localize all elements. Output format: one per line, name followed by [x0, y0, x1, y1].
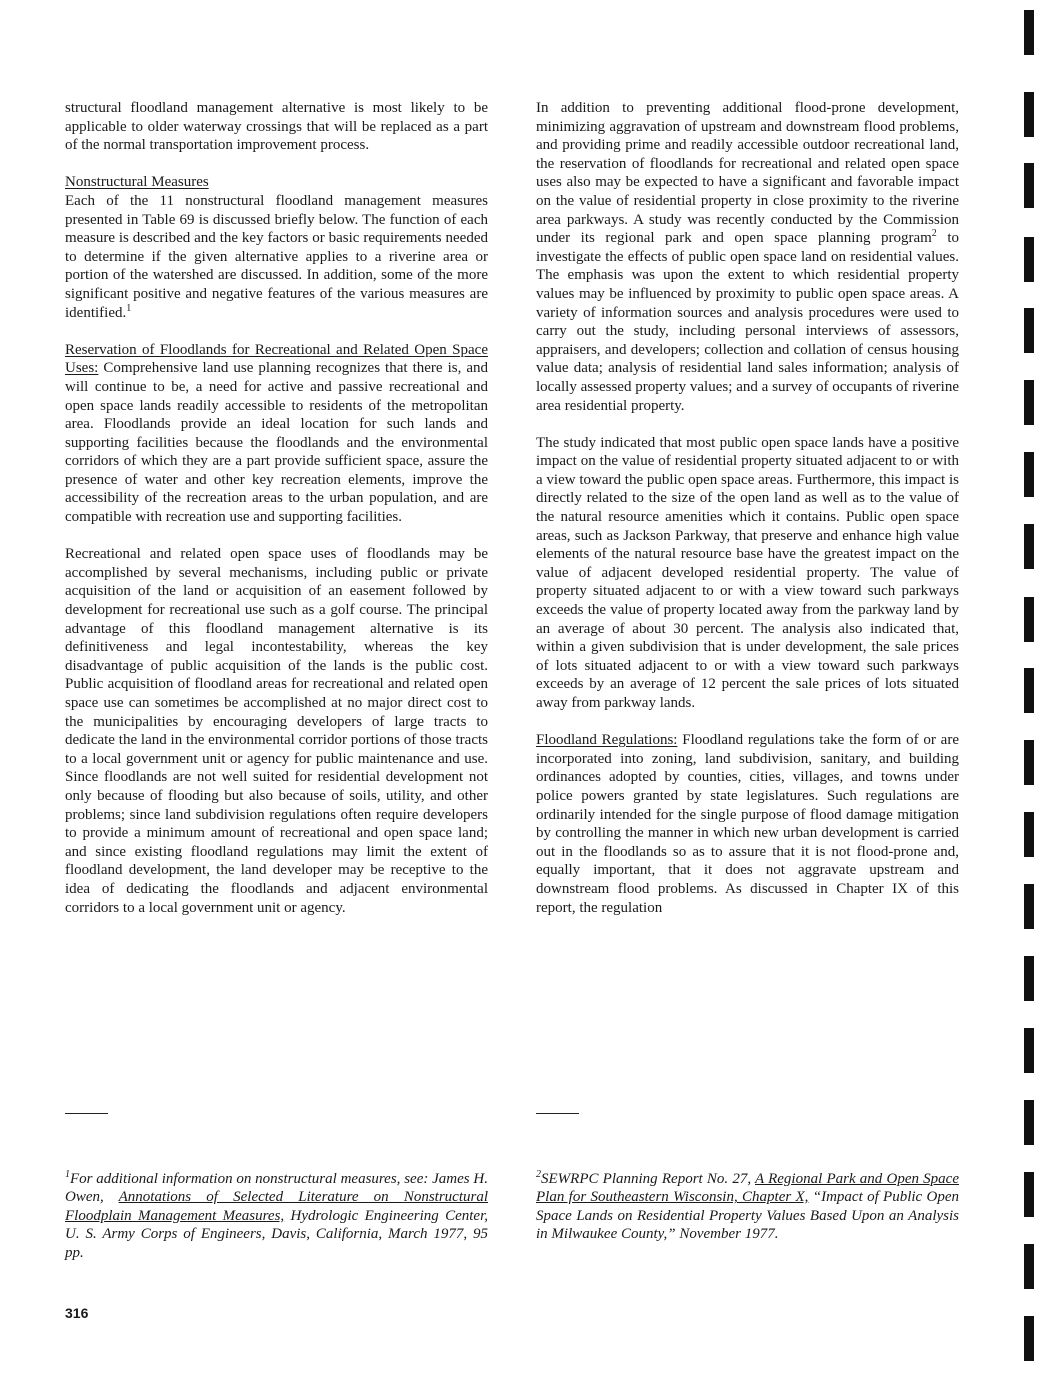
right-text-column [536, 99, 959, 936]
left-text-column [65, 99, 488, 936]
footnote-ref-2: 2 [931, 228, 937, 240]
paragraph-floodland-regulations [536, 731, 959, 917]
paragraph-study-text-a: In addition to preventing additional flood-prone development, minimizing aggravation of upstream and downstream flood problems, and providing prime and readily accessible outdoor recreational land, the reservation of floodlands for recreational and related open space uses also may be expected to have a significant and favorable impact on the value of residential property in close proximity to the riverine area parkways. A study was recently conducted by the Commission under its regional park and open space planning program [536, 100, 959, 247]
scan-edge-bar [1024, 10, 1034, 55]
scan-edge-bar [1024, 380, 1034, 425]
paragraph-regulations-text: Floodland regulations take the form of or are incorporated into zoning, land subdivision, sanitary, and building ordinances adopted by counties, cities, villages, and towns under police powers granted by state legislatures. Such regulations are ordinarily intended for the single purpose of flood damage mitigation by controlling the manner in which new urban development is carried out in the floodlands so as to assure that it is not flood-prone and, equally important, that it does not aggravate upstream and downstream flood problems. As discussed in Chapter IX of this report, the regulation [536, 732, 959, 916]
heading-reservation-floodlands: Reservation of Floodlands for Recreational and Related Open Space Uses: [65, 341, 488, 377]
scan-edge-bar [1024, 92, 1034, 137]
scan-edge-bar [1024, 237, 1034, 282]
footnote-2 [536, 1170, 959, 1244]
paragraph-study-findings: The study indicated that most public open space lands have a positive impact on the value of residential property situated adjacent to or with a view toward the public open space areas. Furthermore, this impact is directly related to the size of the open land as well as to the value of the natural resource amenities which it contains. Public open space areas, such as Jackson Parkway, that preserve and enhance high value elements of the natural resource base have the greatest impact on the value of adjacent developed residential property. The value of property situated adjacent to or with a view toward such parkways exceeds the value of property located away from the parkway land by an average of about 30 percent. The analysis also indicated that, within a given subdivision that is under development, the sale prices of lots situated adjacent to or with a view toward such parkways exceeds by an average of 12 percent the sale prices of lots situated away from parkway lands. [536, 434, 959, 711]
section-nonstructural [65, 173, 488, 192]
footnote-1-text-a: For additional information on nonstructural measures, see: James H. Owen, [65, 1171, 488, 1206]
paragraph-reservation [65, 341, 488, 527]
paragraph-structural-continuation: structural floodland management alternative is most likely to be applicable to older waterway crossings that will be replaced as a part of the normal transportation improvement process. [65, 100, 488, 154]
scan-edge-bar [1024, 524, 1034, 569]
paragraph-study-text-b: to investigate the effects of public open space land on residential values. The emphasis was upon the extent to which residential property values may be influenced by proximity to public open space areas. A variety of information sources and analysis procedures were used to carry out the study, including personal interviews of assessors, appraisers, and developers; collection and collation of census housing value data; analysis of residential land sales information; analysis of locally assessed property values; and a survey of occupants of riverine area residential property. [536, 230, 959, 414]
scan-edge-bar [1024, 812, 1034, 857]
paragraph-property-value-study [536, 99, 959, 415]
scan-edge-bar [1024, 597, 1034, 642]
scan-edge-bar [1024, 1244, 1034, 1289]
paragraph-recreational-uses: Recreational and related open space uses of floodlands may be accomplished by several mechanisms, including public or private acquisition of the land or acquisition of an easement followed by development for recreational use such as a golf course. The principal advantage of this floodland management alternative is its definitiveness and legal incontestability, whereas the key disadvantage of public acquisition of the lands is the public cost. Public acquisition of floodland areas for recreational and related open space use can sometimes be accomplished at no major direct cost to the municipalities by encouraging developers of large tracts to dedicate the land in the environmental corridor portions of those tracts to a local government unit or agency for public maintenance and use. Since floodlands are not well suited for residential development not only because of flooding but also because of soils, utility, and other problems; since land subdivision regulations often require developers to provide a minimum amount of recreational and open space land; and since existing floodland regulations may limit the extent of floodland development, the land developer may be receptive to the idea of dedicating the floodlands and adjacent environmental corridors to a local government unit or agency. [65, 546, 488, 916]
page-number: 316 [65, 1305, 89, 1321]
scan-edge-bar [1024, 956, 1034, 1001]
scan-edge-bar [1024, 884, 1034, 929]
scan-edge-bar [1024, 163, 1034, 208]
footnote-2-title: A Regional Park and Open Space Plan for Southeastern Wisconsin, Chapter X, [536, 1171, 959, 1206]
scan-edge-bar [1024, 668, 1034, 713]
scan-edge-bar [1024, 1316, 1034, 1361]
paragraph-nonstructural-intro [65, 192, 488, 322]
heading-floodland-regulations: Floodland Regulations: [536, 732, 678, 749]
paragraph-reservation-text: Comprehensive land use planning recognizes that there is, and will continue to be, a need for active and passive recreational and open space lands readily accessible to residents of the metropolitan area. Floodlands provide an ideal location for such lands and supporting facilities because the floodlands and the environmental corridors of which they are a part provide sufficient space, assure the presence of water and other key recreation elements, improve the accessibility of the recreation areas to the urban population, and are compatible with recreation use and supporting facilities. [65, 360, 489, 526]
footnote-rule-right [536, 1113, 579, 1114]
scan-edge-bar [1024, 1028, 1034, 1073]
scan-edge-bar [1024, 308, 1034, 353]
footnote-2-mark: 2 [536, 1169, 541, 1180]
footnote-ref-1: 1 [126, 302, 132, 314]
scan-edge-bar [1024, 740, 1034, 785]
footnote-2-text-b: “Impact of Public Open Space Lands on Residential Property Values Based Upon an Analysis in Milwaukee County,” November 1977. [536, 1189, 960, 1243]
footnote-2-text-a: SEWRPC Planning Report No. 27, [541, 1171, 752, 1187]
heading-nonstructural-measures: Nonstructural Measures [65, 174, 209, 191]
scan-edge-bar [1024, 1100, 1034, 1145]
scan-edge-bar [1024, 1172, 1034, 1217]
footnote-1-mark: 1 [65, 1169, 70, 1180]
footnote-1 [65, 1170, 488, 1262]
footnote-1-text-b: Hydrologic Engineering Center, U. S. Army Corps of Engineers, Davis, California, March 1977, 95 pp. [65, 1207, 489, 1261]
footnote-1-title: Annotations of Selected Literature on Nonstructural Floodplain Management Measures, [65, 1189, 489, 1224]
paragraph-nonstructural-text: Each of the 11 nonstructural floodland management measures presented in Table 69 is discussed briefly below. The function of each measure is described and the key factors or basic requirements needed to determine if the given alternative applies to a riverine area or portion of the watershed are discussed. In addition, some of the more significant positive and negative features of the various measures are identified. [65, 192, 488, 321]
footnote-rule-left [65, 1113, 108, 1114]
scan-edge-bar [1024, 452, 1034, 497]
